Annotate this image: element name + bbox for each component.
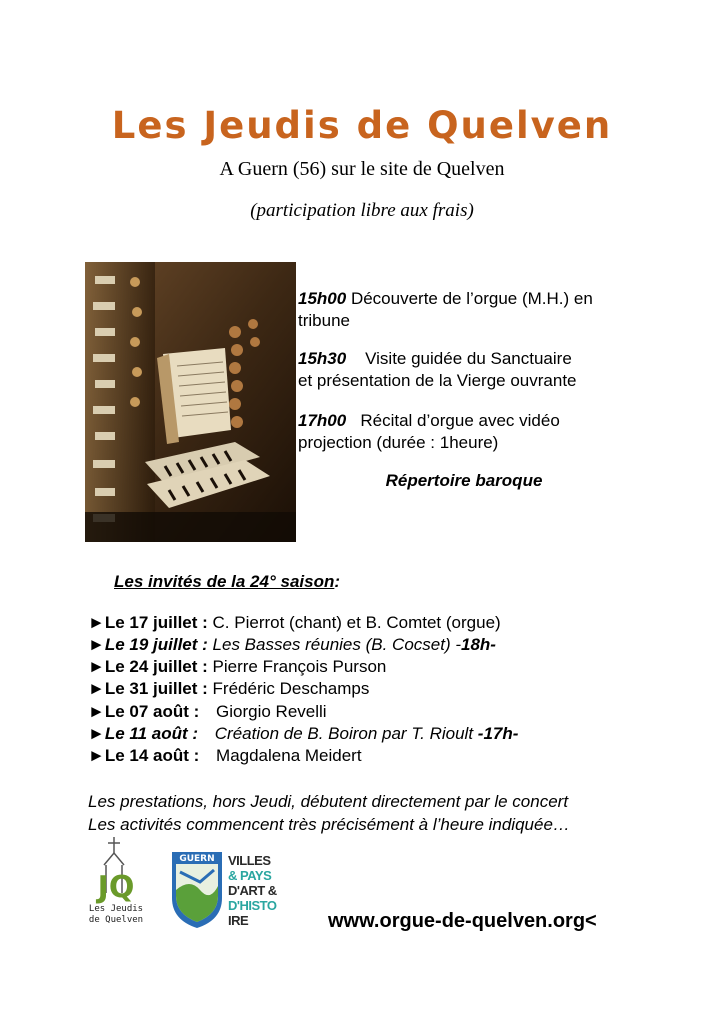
jeudis-logo-text: Les Jeudis de Quelven — [88, 904, 144, 925]
schedule-text: Récital d’orgue avec vidéo — [360, 411, 560, 430]
jq-monogram: JQ — [97, 870, 135, 905]
guests-heading: Les invités de la 24° saison: — [114, 572, 341, 591]
schedule-text-cont: et présentation de la Vierge ouvrante — [298, 371, 577, 390]
guest-row: ►Le 31 juillet : Frédéric Deschamps — [88, 679, 370, 698]
schedule-time: 15h30 — [298, 349, 347, 368]
schedule-item — [298, 410, 658, 454]
note-line: Les prestations, hors Jeudi, débutent directement par le concert — [88, 792, 569, 811]
guest-row: ►Le 14 août : Magdalena Meidert — [88, 746, 362, 765]
guest-row: ►Le 17 juillet : C. Pierrot (chant) et B. Comtet (orgue) — [88, 613, 501, 632]
organ-photo — [85, 262, 296, 542]
schedule-time: 17h00 — [298, 411, 347, 430]
website-link[interactable]: www.orgue-de-quelven.org< — [328, 910, 597, 932]
schedule-text: Découverte de l’orgue (M.H.) en — [350, 289, 593, 308]
guest-row: ►Le 24 juillet : Pierre François Purson — [88, 657, 387, 676]
participation-note: (participation libre aux frais) — [250, 200, 474, 221]
page-title: Les Jeudis de Quelven — [111, 104, 613, 147]
guern-label: GUERN — [179, 854, 215, 864]
guern-logo — [170, 850, 224, 930]
guest-row: ►Le 19 juillet : Les Basses réunies (B. Cocset) -18h- — [88, 635, 496, 654]
note-line: Les activités commencent très précisément à l’heure indiquée… — [88, 815, 570, 834]
schedule-time: 15h00 — [298, 289, 347, 308]
villes-pays-logo: VILLES & PAYS D'ART & D'HISTO IRE — [228, 853, 277, 928]
repertoire-label: Répertoire baroque — [385, 471, 543, 490]
schedule-text-cont: tribune — [298, 311, 350, 330]
guest-row: ►Le 07 août : Giorgio Revelli — [88, 702, 327, 721]
guest-row: ►Le 11 août : Création de B. Boiron par T. Rioult -17h- — [88, 724, 519, 743]
schedule-text: Visite guidée du Sanctuaire — [365, 349, 572, 368]
schedule-item — [298, 348, 658, 392]
schedule-item — [298, 288, 658, 332]
schedule-text-cont: projection (durée : 1heure) — [298, 433, 499, 452]
location-subtitle: A Guern (56) sur le site de Quelven — [219, 158, 505, 180]
